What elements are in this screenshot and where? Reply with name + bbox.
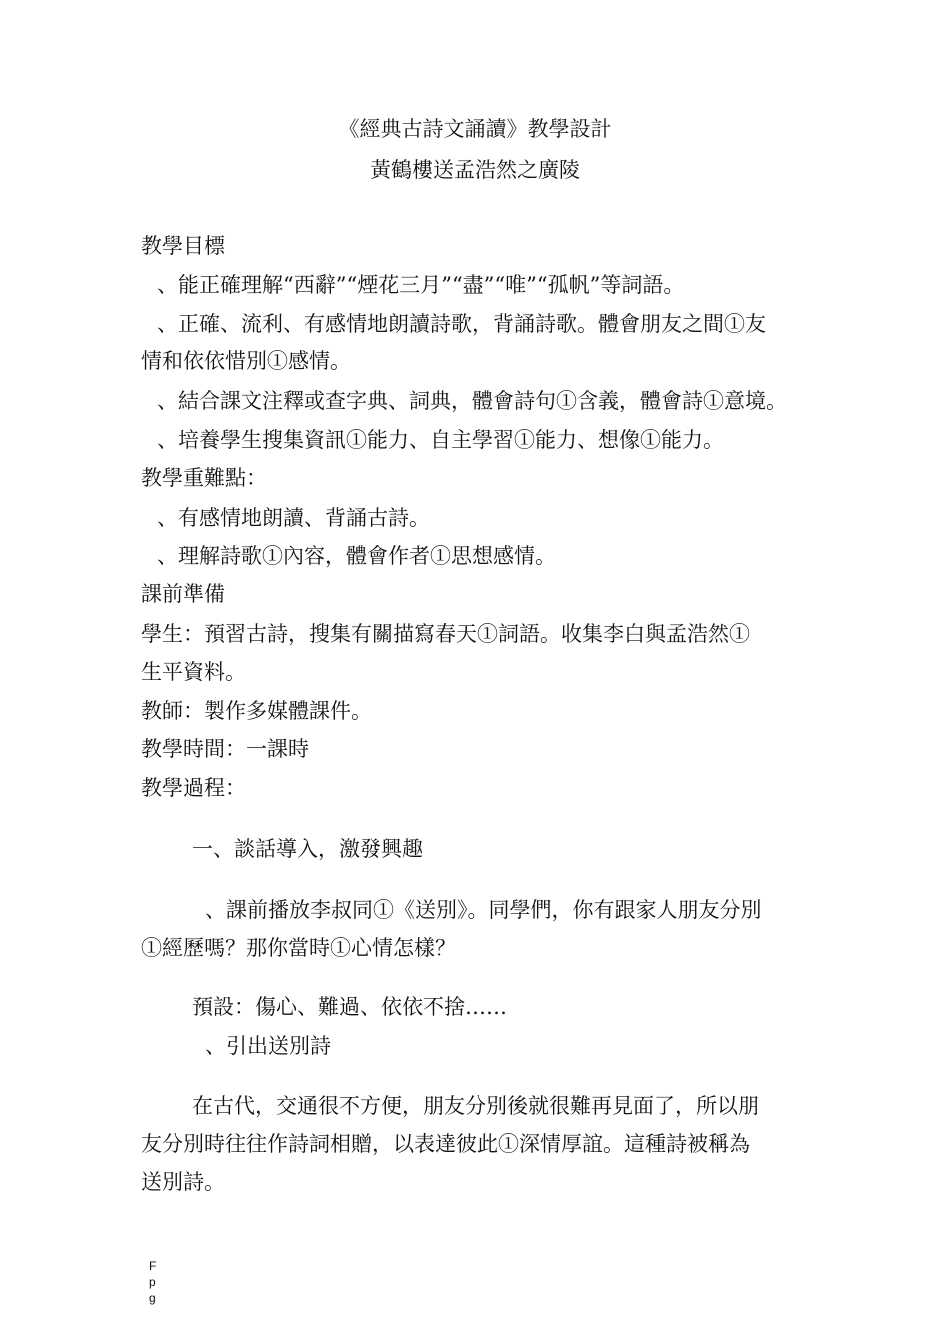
process-paragraph-2-line-1: 在古代，交通很不方便，朋友分別後就很難再見面了，所以朋 — [192, 1094, 759, 1118]
key-point-2: 、理解詩歌①內容，體會作者①思想感情。 — [157, 544, 556, 568]
footer-char: F — [149, 1259, 157, 1273]
section-heading-preparation: 課前準備 — [141, 582, 225, 606]
section-heading-key-points: 教學重難點： — [141, 466, 267, 490]
objective-3: 、結合課文注釋或查字典、詞典，體會詩句①含義，體會詩①意境。 — [157, 389, 787, 413]
teaching-time: 教學時間：一課時 — [141, 737, 309, 761]
student-prep-line-2: 生平資料。 — [141, 660, 246, 684]
document-title: 《經典古詩文誦讀》教學設計 — [338, 117, 612, 141]
document-subtitle: 黃鶴樓送孟浩然之廣陵 — [370, 158, 580, 182]
section-heading-objectives: 教學目標 — [141, 234, 225, 258]
process-paragraph-1-line-2: ①經歷嗎？那你當時①心情怎樣？ — [141, 936, 456, 960]
process-step-1-heading: 一、談話導入，激發興趣 — [192, 837, 423, 861]
footer-mark — [149, 1258, 161, 1306]
objective-2-line-1: 、正確、流利、有感情地朗讀詩歌，背誦詩歌。體會朋友之間①友 — [157, 312, 766, 336]
teacher-prep: 教師：製作多媒體課件。 — [141, 699, 372, 723]
footer-char: g — [149, 1291, 156, 1305]
section-heading-process: 教學過程： — [141, 776, 246, 800]
process-paragraph-2-line-3: 送別詩。 — [141, 1170, 225, 1194]
footer-char: p — [149, 1275, 156, 1289]
key-point-1: 、有感情地朗讀、背誦古詩。 — [157, 506, 430, 530]
process-preset: 預設：傷心、難過、依依不捨…… — [192, 995, 507, 1019]
objective-4: 、培養學生搜集資訊①能力、自主學習①能力、想像①能力。 — [157, 428, 724, 452]
objective-2-line-2: 情和依依惜別①感情。 — [141, 349, 351, 373]
student-prep-line-1: 學生：預習古詩，搜集有關描寫春天①詞語。收集李白與孟浩然① — [141, 622, 750, 646]
process-paragraph-2-line-2: 友分別時往往作詩詞相贈，以表達彼此①深情厚誼。這種詩被稱為 — [141, 1132, 750, 1156]
process-paragraph-1-line-1: 、課前播放李叔同①《送別》。同學們，你有跟家人朋友分別 — [205, 898, 762, 922]
process-step-introduce: 、引出送別詩 — [205, 1034, 331, 1058]
objective-1: 、能正確理解“西辭”“煙花三月”“盡”“唯”“孤帆”等詞語。 — [157, 273, 685, 297]
